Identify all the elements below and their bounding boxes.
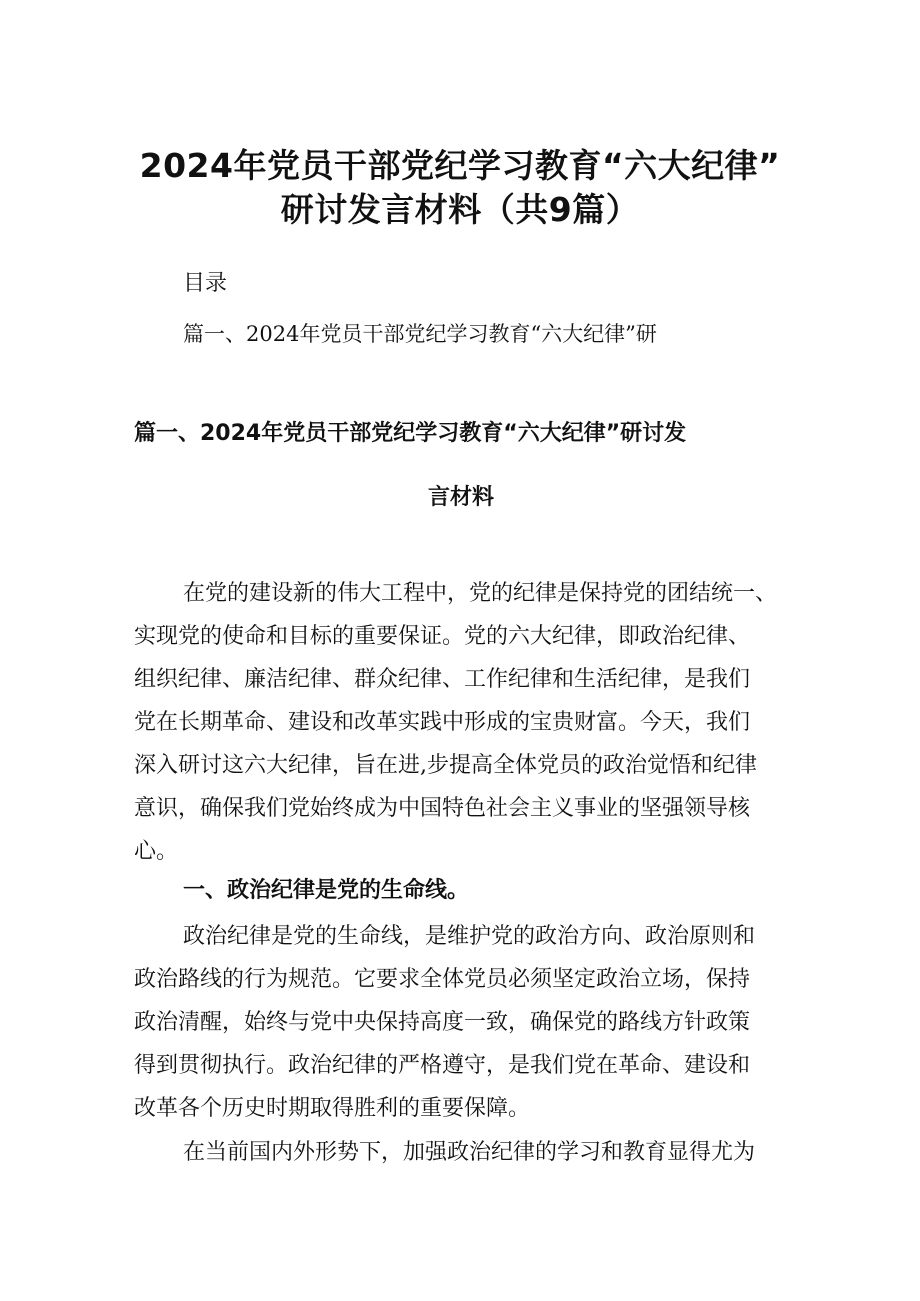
paragraph-line: 党在长期革命、建设和改革实践中形成的宝贵财富。今天，我们: [134, 710, 751, 735]
paragraph-political-discipline: [134, 915, 794, 1130]
paragraph-current-situation: [134, 1131, 794, 1174]
section-title-line1: 篇一、2024年党员干部党纪学习教育“六大纪律”研讨发: [134, 421, 687, 446]
paragraph-line: 在当前国内外形势下，加强政治纪律的学习和教育显得尤为: [183, 1140, 756, 1165]
document-title-line1: 2024年党员干部党纪学习教育“六大纪律”: [139, 146, 781, 185]
paragraph-intro: [134, 572, 794, 873]
paragraph-line: 政治纪律是党的生命线，是维护党的政治方向、政治原则和: [183, 924, 756, 949]
document-title-line2: 研讨发言材料（共9篇）: [280, 190, 640, 229]
section-heading-political-discipline: 一、政治纪律是党的生命线。: [183, 878, 470, 903]
paragraph-line: 实现党的使命和目标的重要保证。党的六大纪律，即政治纪律、: [134, 624, 751, 649]
paragraph-line: 政治清醒，始终与党中央保持高度一致，确保党的路线方针政策: [134, 1010, 751, 1035]
paragraph-line: 意识，确保我们党始终成为中国特色社会主义事业的坚强领导核: [134, 796, 751, 821]
paragraph-line: 得到贯彻执行。政治纪律的严格遵守，是我们党在革命、建设和: [134, 1053, 751, 1078]
paragraph-line: 心。: [134, 839, 179, 864]
paragraph-line: 组织纪律、廉洁纪律、群众纪律、工作纪律和生活纪律，是我们: [134, 667, 751, 692]
paragraph-line: 改革各个历史时期取得胜利的重要保障。: [134, 1096, 531, 1121]
section-title-line2: 言材料: [428, 485, 495, 510]
paragraph-line: 政治路线的行为规范。它要求全体党员必须坚定政治立场，保持: [134, 967, 751, 992]
paragraph-line: 深入研讨这六大纪律，旨在进,步提高全体党员的政治觉悟和纪律: [134, 753, 757, 778]
toc-item-1[interactable]: 篇一、2024年党员干部党纪学习教育“六大纪律”研: [183, 322, 657, 346]
paragraph-line: 在党的建设新的伟大工程中，党的纪律是保持党的团结统一、: [183, 581, 778, 606]
toc-label: 目录: [183, 271, 228, 296]
